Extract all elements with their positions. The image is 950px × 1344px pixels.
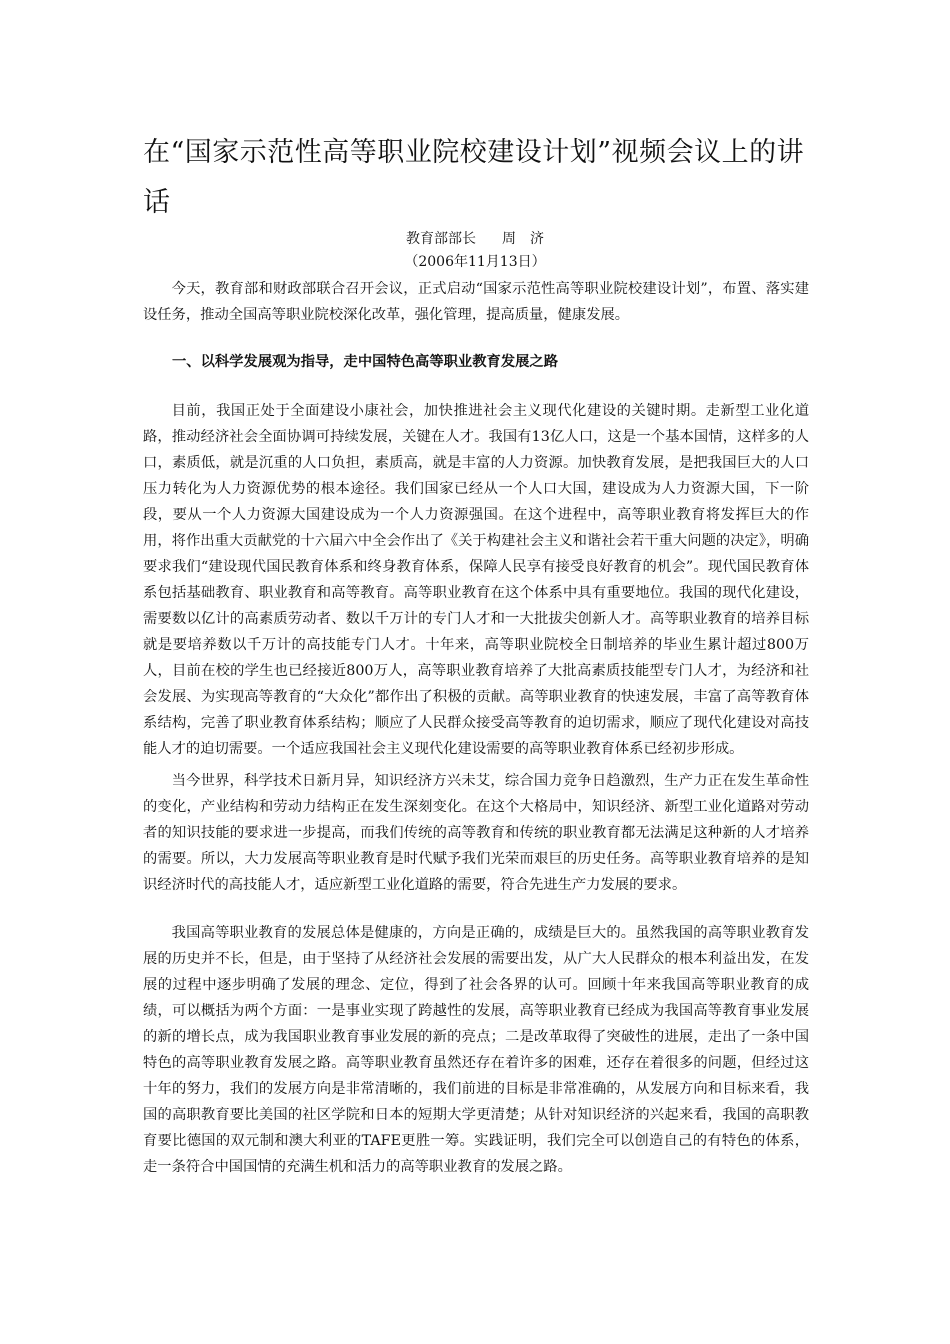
body-paragraph: 当今世界，科学技术日新月异，知识经济方兴未艾，综合国力竞争日趋激烈，生产力正在发生革命性的变化，产业结构和劳动力结构正在发生深刻变化。在这个大格局中，知识经济、新型工业化道路对劳动者的知识技能的要求进一步提高，而我们传统的高等教育和传统的职业教育都无法满足这种新的人才培养的需要。所以，大力发展高等职业教育是时代赋予我们光荣而艰巨的历史任务。高等职业教育培养的是知识经济时代的高技能人才，适应新型工业化道路的需要，符合先进生产力发展的要求。 (143, 773, 809, 893)
section-heading: 一、以科学发展观为指导，走中国特色高等职业教育发展之路 (172, 354, 559, 370)
author-name: 周 济 (502, 231, 544, 247)
author-line (0, 229, 950, 249)
body-paragraph: 目前，我国正处于全面建设小康社会，加快推进社会主义现代化建设的关键时期。走新型工业化道路，推动经济社会全面协调可持续发展，关键在人才。我国有13亿人口，这是一个基本国情，这样多的人口，素质低，就是沉重的人口负担，素质高，就是丰富的人力资源。加快教育发展，是把我国巨大的人口压力转化为人力资源优势的根本途径。我们国家已经从一个人口大国，建设成为人力资源大国，下一阶段，要从一个人力资源大国建设成为一个人力资源强国。在这个进程中，高等职业教育将发挥巨大的作用，将作出重大贡献党的十六届六中全会作出了《关于构建社会主义和谐社会若干重大问题的决定》，明确要求我们“建设现代国民教育体系和终身教育体系，保障人民享有接受良好教育的机会”。现代国民教育体系包括基础教育、职业教育和高等教育。高等职业教育在这个体系中具有重要地位。我国的现代化建设，需要数以亿计的高素质劳动者、数以千万计的专门人才和一大批拔尖创新人才。高等职业教育的培养目标就是要培养数以千万计的高技能专门人才。十年来，高等职业院校全日制培养的毕业生累计超过800万人，目前在校的学生也已经接近800万人，高等职业教育培养了大批高素质技能型专门人才，为经济和社会发展、为实现高等教育的“大众化”都作出了积极的贡献。高等职业教育的快速发展，丰富了高等教育体系结构，完善了职业教育体系结构；顺应了人民群众接受高等教育的迫切需求，顺应了现代化建设对高技能人才的迫切需要。一个适应我国社会主义现代化建设需要的高等职业教育体系已经初步形成。 (143, 403, 809, 757)
author-role: 教育部部长 (406, 231, 476, 247)
speech-date: （2006年11月13日） (404, 254, 546, 270)
intro-paragraph: 今天，教育部和财政部联合召开会议，正式启动“国家示范性高等职业院校建设计划”，布置、落实建设任务，推动全国高等职业院校深化改革，强化管理，提高质量，健康发展。 (143, 281, 809, 323)
body-paragraph: 我国高等职业教育的发展总体是健康的，方向是正确的，成绩是巨大的。虽然我国的高等职业教育发展的历史并不长，但是，由于坚持了从经济社会发展的需要出发，从广大人民群众的根本利益出发，在发展的过程中逐步明确了发展的理念、定位，得到了社会各界的认可。回顾十年来我国高等职业教育的成绩，可以概括为两个方面：一是事业实现了跨越性的发展，高等职业教育已经成为我国高等教育事业发展的新的增长点，成为我国职业教育事业发展的新的亮点；二是改革取得了突破性的进展，走出了一条中国特色的高等职业教育发展之路。高等职业教育虽然还存在着许多的困难，还存在着很多的问题，但经过这十年的努力，我们的发展方向是非常清晰的，我们前进的目标是非常准确的，从发展方向和目标来看，我国的高职教育要比美国的社区学院和日本的短期大学更清楚；从针对知识经济的兴起来看，我国的高职教育要比德国的双元制和澳大利亚的TAFE更胜一筹。实践证明，我们完全可以创造自己的有特色的体系，走一条符合中国国情的充满生机和活力的高等职业教育的发展之路。 (143, 925, 809, 1175)
document-title: 在“国家示范性高等职业院校建设计划”视频会议上的讲话 (143, 137, 805, 218)
